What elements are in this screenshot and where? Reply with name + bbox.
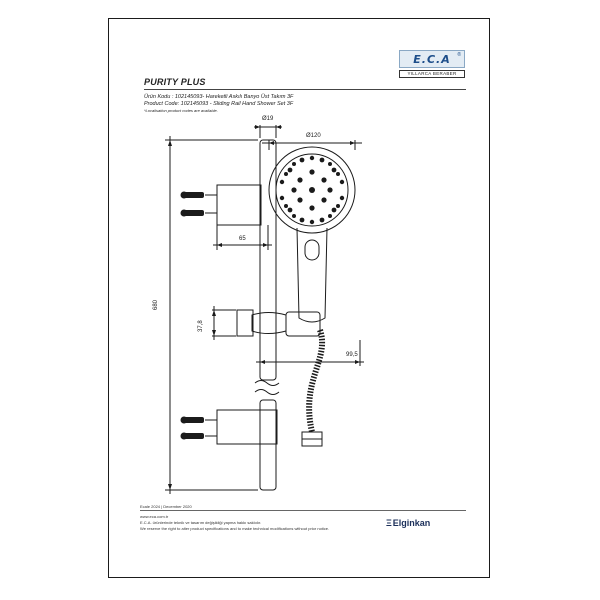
product-code-en: Product Code: 102145093 - Sliding Rail Hand Shower Set 3F: [144, 101, 294, 107]
height-label: 680: [153, 299, 159, 310]
bottom-wall-bracket: [217, 410, 277, 444]
footer-web: www.eca.com.tr: [140, 514, 169, 519]
product-note: *Localisation product codes are available.: [144, 108, 218, 113]
logo-tagline: YILLARCA BERABER: [399, 70, 465, 78]
break-line-2: [255, 390, 279, 395]
product-code-tr: Ürün Kodu : 102145093- Hareketli Askılı Banyo Üst Takım 3F: [144, 94, 294, 100]
brand-name: Elginkan: [392, 518, 431, 528]
elginkan-logo: [386, 518, 430, 528]
footer-divider: [140, 510, 466, 511]
holder-clip: [237, 310, 253, 336]
depth-label: 99,5: [346, 352, 358, 358]
logo-text: E.C.A: [413, 52, 451, 66]
break-line-1: [255, 381, 279, 386]
elginkan-mark-icon: Ξ: [386, 518, 392, 528]
holder-body: [252, 313, 286, 334]
holder-cradle: [286, 312, 320, 336]
shower-handle: [297, 228, 327, 322]
footer-date: Ecale 2024 | December 2020: [140, 504, 192, 509]
slide-rail-lower: [260, 400, 276, 490]
top-wall-bracket: [217, 185, 261, 225]
slide-rail-upper: [260, 140, 276, 380]
document-title: PURITY PLUS: [144, 77, 206, 87]
wall-anchors: [181, 192, 205, 440]
head-diameter-label: Ø120: [306, 133, 321, 139]
footer-note-tr: E.C.A. ürünlerinde teknik ve tasarım değişikliği yapma hakkı saklıdır.: [140, 520, 262, 525]
footer-note-en: We reserve the right to alter product specifications and to make technical modifications without prior notice.: [140, 526, 330, 531]
offset-label: 65: [239, 236, 246, 242]
rail-diameter-label: Ø19: [262, 116, 274, 122]
holder-label: 37,8: [198, 320, 204, 332]
handle-button: [305, 240, 319, 260]
registered-mark: ®: [457, 52, 461, 58]
shower-hose: [309, 330, 322, 432]
spray-nozzles: [280, 156, 344, 224]
